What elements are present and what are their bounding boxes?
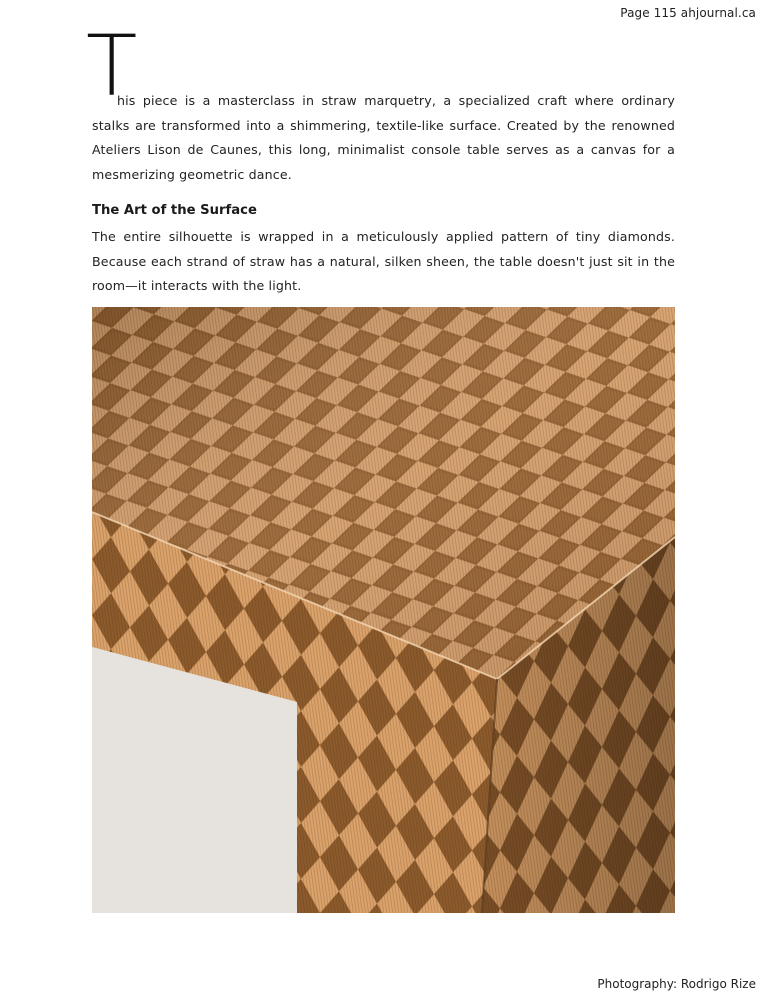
page-header: Page 115 ahjournal.ca [620,6,756,20]
photo-credit: Photography: Rodrigo Rize [597,977,756,991]
straw-marquetry-table-image [92,307,675,913]
drop-cap-letter: T [86,17,138,115]
intro-paragraph [92,89,675,187]
section-heading: The Art of the Surface [92,203,257,218]
section-paragraph: The entire silhouette is wrapped in a meticulously applied pattern of tiny diamonds. Because each strand of straw has a natural, silken sheen, the table doesn't just sit in the room—it interacts with the light. [92,229,675,293]
table-photo [92,307,675,913]
intro-text: his piece is a masterclass in straw marquetry, a specialized craft where ordinary stalks are transformed into a shimmering, textile-like surface. Created by the renowned Ateliers Lison de Caunes, this long, minimalist console table serves as a canvas for a mesmerizing geometric dance. [92,93,675,182]
